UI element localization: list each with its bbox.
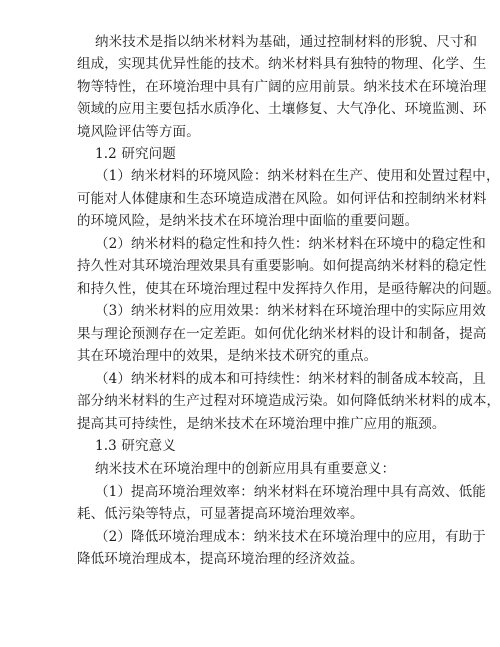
section-heading-1-3: 1.3 研究意义 xyxy=(95,438,176,454)
paragraph-line: 物等特性，在环境治理中具有广阔的应用前景。纳米技术在环境治理 xyxy=(77,79,487,95)
paragraph-line: （1）提高环境治理效率：纳米材料在环境治理中具有高效、低能 xyxy=(95,484,486,500)
paragraph-line: 降低环境治理成本，提高环境治理的经济效益。 xyxy=(77,551,364,567)
paragraph-line: 领域的应用主要包括水质净化、土壤修复、大气净化、环境监测、环 xyxy=(77,101,487,117)
paragraph-line: 境风险评估等方面。 xyxy=(77,124,200,140)
section-heading-1-2: 1.2 研究问题 xyxy=(95,146,176,162)
paragraph-line: 持久性对其环境治理效果具有重要影响。如何提高纳米材料的稳定性 xyxy=(77,258,487,274)
paragraph-line: 部分纳米材料的生产过程对环境造成污染。如何降低纳米材料的成本， xyxy=(77,393,500,409)
paragraph-line: （4）纳米材料的成本和可持续性：纳米材料的制备成本较高，且 xyxy=(95,371,486,387)
paragraph-line: 纳米技术在环境治理中的创新应用具有重要意义： xyxy=(95,461,396,477)
paragraph-line: （1）纳米材料的环境风险：纳米材料在生产、使用和处置过程中， xyxy=(95,168,500,184)
paragraph-line: （2）降低环境治理成本：纳米技术在环境治理中的应用，有助于 xyxy=(95,529,486,545)
paragraph-line: 和持久性，使其在环境治理过程中发挥持久作用，是亟待解决的问题。 xyxy=(77,281,500,297)
paragraph-line: （3）纳米材料的应用效果：纳米材料在环境治理中的实际应用效 xyxy=(95,303,486,319)
paragraph-line: 其在环境治理中的效果，是纳米技术研究的重点。 xyxy=(77,348,378,364)
paragraph-line: 可能对人体健康和生态环境造成潜在风险。如何评估和控制纳米材料 xyxy=(77,191,487,207)
paragraph-line: 纳米技术是指以纳米材料为基础，通过控制材料的形貌、尺寸和 xyxy=(95,34,478,50)
paragraph-line: 提高其可持续性，是纳米技术在环境治理中推广应用的瓶颈。 xyxy=(77,416,446,432)
paragraph-line: 果与理论预测存在一定差距。如何优化纳米材料的设计和制备，提高 xyxy=(77,326,487,342)
paragraph-line: 的环境风险，是纳米技术在环境治理中面临的重要问题。 xyxy=(77,213,419,229)
paragraph-line: （2）纳米材料的稳定性和持久性：纳米材料在环境中的稳定性和 xyxy=(95,236,486,252)
paragraph-line: 组成，实现其优异性能的技术。纳米材料具有独特的物理、化学、生 xyxy=(77,56,487,72)
paragraph-line: 耗、低污染等特点，可显著提高环境治理效率。 xyxy=(77,506,364,522)
